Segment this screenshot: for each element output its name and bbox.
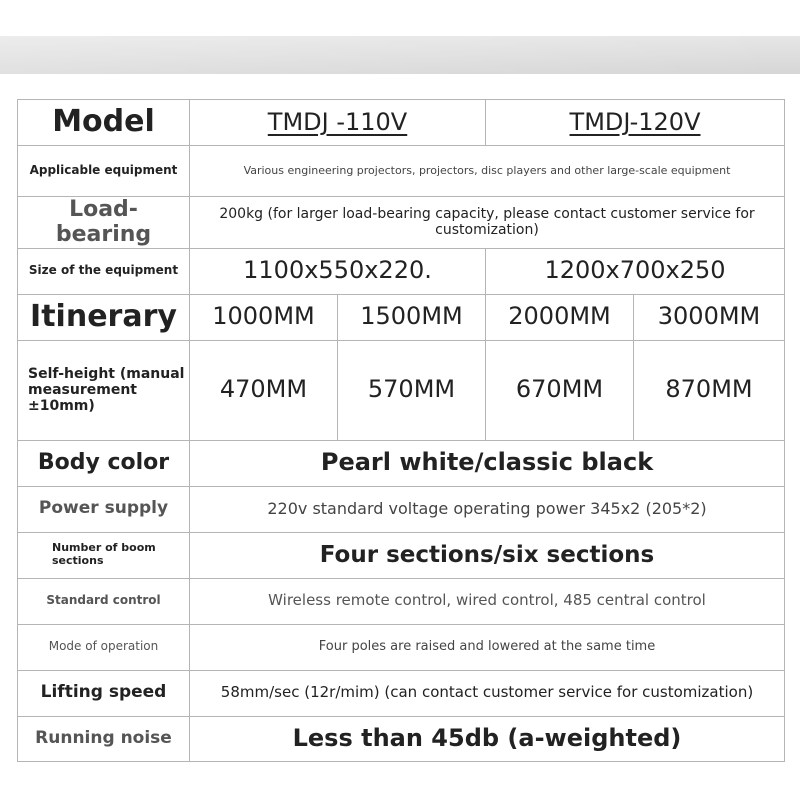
load-label: Load-bearing [18,197,190,249]
self-height-670: 670MM [486,340,634,440]
size-120v: 1200x700x250 [486,248,785,294]
operation-row [18,624,785,670]
spec-table [17,99,785,762]
model-row [18,100,785,146]
self-height-570: 570MM [338,340,486,440]
itinerary-row [18,294,785,340]
speed-label: Lifting speed [18,670,190,716]
control-row [18,578,785,624]
size-label: Size of the equipment [18,248,190,294]
header-banner [0,36,800,74]
equipment-row [18,146,785,197]
load-row [18,197,785,249]
body-color-label: Body color [18,440,190,486]
noise-value: Less than 45db (a-weighted) [190,716,785,761]
model-110v: TMDJ -110V [190,100,486,146]
power-value: 220v standard voltage operating power 345x2 (205*2) [190,486,785,532]
self-height-label: Self-height (manual measurement ±10mm) [18,340,190,440]
boom-value: Four sections/six sections [190,532,785,578]
body-color-row [18,440,785,486]
itinerary-2000: 2000MM [486,294,634,340]
noise-label: Running noise [18,716,190,761]
itinerary-3000: 3000MM [634,294,785,340]
control-label: Standard control [18,578,190,624]
itinerary-label: Itinerary [18,294,190,340]
size-110v: 1100x550x220. [190,248,486,294]
speed-row [18,670,785,716]
boom-row [18,532,785,578]
operation-value: Four poles are raised and lowered at the same time [190,624,785,670]
control-value: Wireless remote control, wired control, 485 central control [190,578,785,624]
speed-value: 58mm/sec (12r/mim) (can contact customer service for customization) [190,670,785,716]
self-height-row [18,340,785,440]
noise-row [18,716,785,761]
load-value: 200kg (for larger load-bearing capacity, please contact customer service for customization) [190,197,785,249]
itinerary-1500: 1500MM [338,294,486,340]
boom-label: Number of boom sections [18,532,190,578]
equipment-value: Various engineering projectors, projectors, disc players and other large-scale equipment [190,146,785,197]
model-120v: TMDJ-120V [486,100,785,146]
itinerary-1000: 1000MM [190,294,338,340]
power-row [18,486,785,532]
body-color-value: Pearl white/classic black [190,440,785,486]
power-label: Power supply [18,486,190,532]
equipment-label: Applicable equipment [18,146,190,197]
self-height-870: 870MM [634,340,785,440]
model-label: Model [18,100,190,146]
self-height-470: 470MM [190,340,338,440]
size-row [18,248,785,294]
operation-label: Mode of operation [18,624,190,670]
